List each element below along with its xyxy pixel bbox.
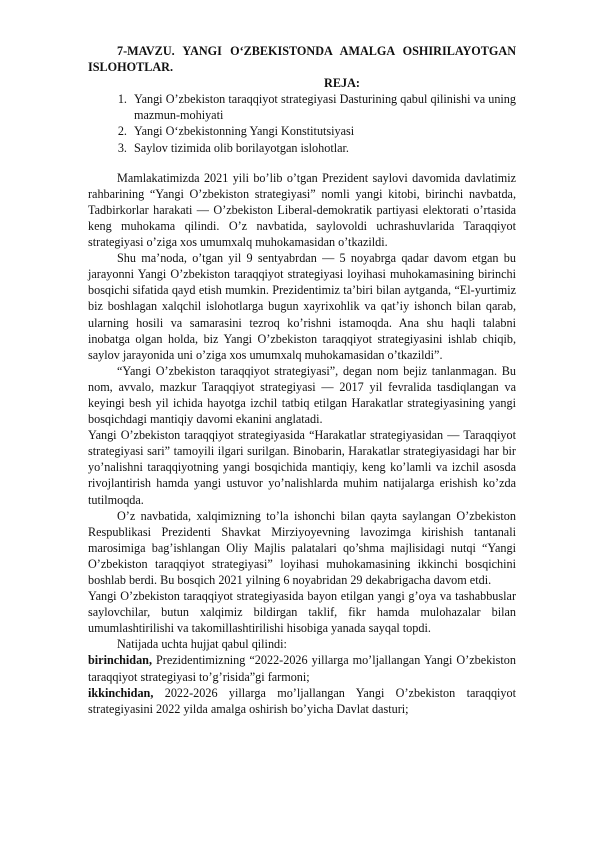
paragraph: Mamlakatimizda 2021 yili bo’lib o’tgan Prezident saylovi davomida davlatimiz rahbarining “Yangi O’zbekiston strategiyasi” nomli yangi kitobi, birinchi navbatda, Tadbirkorlar harakati — O’zbekiston Liberal-demokratik partiyasi elektorati o’rtasida keng muhokama qilindi. O’z navbatida, saylovoldi uchrashuvlarida Taraqqiyot strategiyasi o’ziga xos umumxalq muhokamasidan o’tkazildi. [88,170,516,250]
result-lead: birinchidan, [88,653,153,668]
plan-item: 3. Saylov tizimida olib borilayotgan islohotlar. [130,140,516,156]
plan-item: 2. Yangi O‘zbekistonning Yangi Konstitutsiyasi [130,123,516,139]
paragraph: O’z navbatida, xalqimizning to’la ishonchi bilan qayta saylangan O’zbekiston Respublikasi Prezidenti Shavkat Mirziyoyevning lavozimga kirishish tantanali marosimiga bag’ishlangan Oliy Majlis palatalari qo’shma majlisidagi nutqi “Yangi O’zbekiston taraqqiyot strategiyasi” loyihasi muhokamasining ikkinchi bosqichini boshlab berdi. Bu bosqich 2021 yilning 6 noyabridan 29 dekabrigacha davom etdi. [88,508,516,587]
plan-title: REJA: [324,76,360,91]
result-item [88,652,516,684]
paragraph: Natijada uchta hujjat qabul qilindi: [117,637,287,652]
result-text: 2022-2026 yillarga mo’ljallangan Yangi O’zbekiston taraqqiyot strategiyasini 2022 yilda amalga oshirish bo’yicha Davlat dasturi; [88,685,516,716]
paragraph: Yangi O’zbekiston taraqqiyot strategiyasida “Harakatlar strategiyasidan — Taraqqiyot strategiyasi sari” tamoyili ilgari surilgan. Binobarin, Harakatlar strategiyasidagi har bir yo’nalishni taraqqiyotning yangi bosqichida mantiqiy, keng ko’lamli va izchil asosda rivojlantirish hamda yangi ustuvor yo’nalishlarda muhim natijalarga erishish ko’zda tutilmoqda. [88,428,516,507]
topic-heading: 7-MAVZU. YANGI O‘ZBEKISTONDA AMALGA OSHIRILAYOTGAN ISLOHOTLAR. [88,44,516,75]
result-item [88,685,516,717]
paragraph: “Yangi O’zbekiston taraqqiyot strategiyasi”, degan nom bejiz tanlanmagan. Bu nom, avvalo, mazkur Taraqqiyot strategiyasi — 2017 yil fevralida tasdiqlangan va keyingi besh yil ichida hayotga izchil tatbiq etilgan Harakatlar strategiyasining yangi bosqichdagi mantiqiy davomi ekanini anglatadi. [88,363,516,427]
result-text: Prezidentimizning “2022-2026 yillarga mo’ljallangan Yangi O’zbekiston taraqqiyot strategiyasi to’g’risida”gi farmoni; [88,653,516,684]
paragraph: Shu ma’noda, o’tgan yil 9 sentyabrdan — 5 noyabrga qadar davom etgan bu jarayonni Yangi O’zbekiston taraqqiyot strategiyasi loyihasi muhokamasining birinchi bosqichi sifatida qayd etish mumkin. Prezidentimiz ta’biri bilan aytganda, “El-yurtimiz biz boshlagan xalqchil islohotlarga bugun xayrixohlik va qat’iy ishonch bilan qarab, ularning hosili va samarasini tezroq ko’rishni istamoqda. Ana shu haqli talabni inobatga olgan holda, biz Yangi O’zbekiston taraqqiyot strategiyasini ishlab chiqib, saylov jarayonida uni o’ziga xos umumxalq muhokamasidan o’tkazildi”. [88,251,516,362]
page-content [88,43,516,717]
paragraph: Yangi O’zbekiston taraqqiyot strategiyasida bayon etilgan yangi g’oya va tashabbuslar saylovchilar, butun xalqimiz bildirgan taklif, fikr hamda mulohazalar bilan umumlashtirilishi va takomillashtirilishi hisobiga yanada sayqal topdi. [88,589,516,636]
result-lead: ikkinchidan, [88,685,154,700]
plan-list [88,91,516,155]
plan-item: 1. Yangi O’zbekiston taraqqiyot strategiyasi Dasturining qabul qilinishi va uning mazmun-mohiyati [130,91,516,123]
